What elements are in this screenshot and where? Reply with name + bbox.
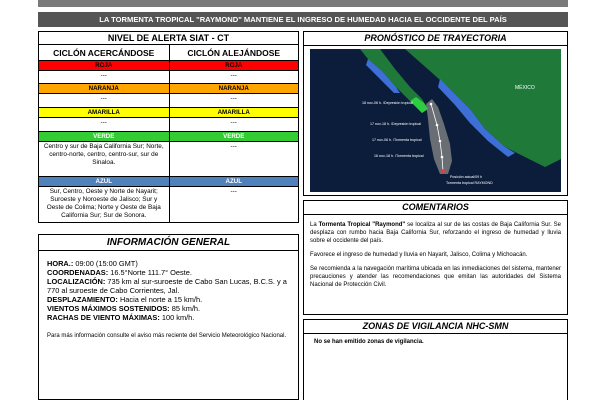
coord-label: COORDENADAS: [47,268,109,277]
rachas-label: RACHAS DE VIENTO MÁXIMAS: [47,313,160,322]
headline-banner: LA TORMENTA TROPICAL "RAYMOND" MANTIENE EL INGRESO DE HUMEDAD HACIA EL OCCIDENTE DEL PAÍS [38,12,568,27]
current-position-marker [441,169,445,173]
map-label-current: Posición actual/09 h [450,175,483,179]
hora-label: HORA.: [47,259,74,268]
level-roja-left: ROJA [39,61,169,71]
loc-value: 735 km al sur-suroeste de Cabo San Lucas, B.C.S. y a 770 al suroeste de Cabo Corrientes, Jal. [47,277,287,295]
desp-label: DESPLAZAMIENTO: [47,295,118,304]
comment-paragraph-3: Se recomienda a la navegación marítima ubicada en las inmediaciones del sistema, mantener precauciones y atender las recomendaciones que emitan las autoridades del Sistema Nacional de Protección Civil. [310,266,561,288]
coord-line [47,268,290,277]
comment-p1-post: se localiza al sur de las costas de Baja California Sur. Se desplaza con rumbo hacia Baja California Sur, reforzando el ingreso de humedad y lluvia sobre el occidente del país. [310,222,561,244]
forecast-map [310,49,561,192]
approaching-header: CICLÓN ACERCÁNDOSE [39,45,169,61]
map-label-p1: 18 nov-06 h. /Depresión tropical [362,101,413,105]
azul-left-value: Sur, Centro, Oeste y Norte de Nayarit; Suroeste y Noroeste de Jalisco; Sur y Oeste de Colima; Norte y Oeste de Baja California Sur; Sur de Sonora. [39,187,169,223]
level-verde-left: VERDE [39,132,169,142]
forecast-map-frame [303,46,568,196]
map-label-mexico: MÉXICO [515,85,535,91]
track-point-1 [430,103,433,106]
general-info-box [38,234,299,400]
level-azul-right: AZUL [169,177,299,187]
track-point-4 [441,156,444,159]
roja-right-value: --- [169,71,299,84]
azul-right-value: --- [169,187,299,223]
info-note: Para más información consulte el aviso más reciente del Servicio Meteorológico Nacional. [47,333,287,339]
level-amarilla-left: AMARILLA [39,108,169,118]
right-column [303,31,568,400]
comment-p1-pre: La [310,222,319,228]
desp-value: Hacia el norte a 15 km/h. [119,295,203,304]
comments-title: COMENTARIOS [303,200,568,215]
general-info-title: INFORMACIÓN GENERAL [39,235,298,251]
track-point-3 [439,140,442,143]
level-naranja-left: NARANJA [39,84,169,94]
comments-section [303,200,568,315]
coord-value: 16.5°Norte 111.7° Oeste. [110,268,192,277]
comments-body [303,215,568,315]
comment-paragraph-1 [310,221,561,245]
vientos-value: 85 km/h. [171,304,201,313]
nhc-section [303,319,568,400]
map-label-current-name: Tormenta tropical RAYMOND [446,181,493,185]
rachas-value: 100 km/h. [161,313,195,322]
forecast-map-graphic [310,49,561,191]
track-point-2 [436,124,439,127]
hora-line [47,259,290,268]
map-label-p2: 17 nov-18 h. /Depresión tropical [370,122,421,126]
desp-line [47,295,290,304]
top-bar [38,0,568,7]
naranja-left-value: --- [39,94,169,108]
vientos-label: VIENTOS MÁXIMOS SOSTENIDOS: [47,304,170,313]
vientos-line [47,304,290,313]
level-roja-right: ROJA [169,61,299,71]
map-label-p4: 16 nov-18 h. /Tormenta tropical [374,154,424,158]
loc-label: LOCALIZACIÓN: [47,277,106,286]
left-column [38,31,299,400]
loc-line [47,277,290,295]
comment-p1-bold: Tormenta Tropical "Raymond" [318,222,406,228]
alert-level-title: NIVEL DE ALERTA SIAT - CT [38,31,299,45]
naranja-right-value: --- [169,94,299,108]
level-azul-left: AZUL [39,177,169,187]
rachas-line [47,313,290,322]
forecast-title: PRONÓSTICO DE TRAYECTORIA [303,31,568,46]
map-label-p3: 17 nov-06 h. /Tormenta tropical [372,138,422,142]
comment-paragraph-2: Favorece el ingreso de humedad y lluvia en Nayarit, Jalisco, Colima y Michoacán. [310,252,528,258]
alert-level-table [38,45,299,223]
roja-left-value: --- [39,71,169,84]
hora-value: 09:00 (15:00 GMT) [75,259,138,268]
verde-left-value: Centro y sur de Baja California Sur; Norte, centro-norte, centro, centro-sur, sur de Sinaloa. [39,142,169,177]
verde-right-value: --- [169,142,299,177]
general-info-body [39,251,298,340]
amarilla-left-value: --- [39,118,169,132]
departing-header: CICLÓN ALEJÁNDOSE [169,45,299,61]
level-verde-right: VERDE [169,132,299,142]
level-amarilla-right: AMARILLA [169,108,299,118]
nhc-title: ZONAS DE VIGILANCIA NHC-SMN [303,319,568,334]
level-naranja-right: NARANJA [169,84,299,94]
nhc-body: No se han emitido zonas de vigilancia. [303,334,568,400]
amarilla-right-value: --- [169,118,299,132]
